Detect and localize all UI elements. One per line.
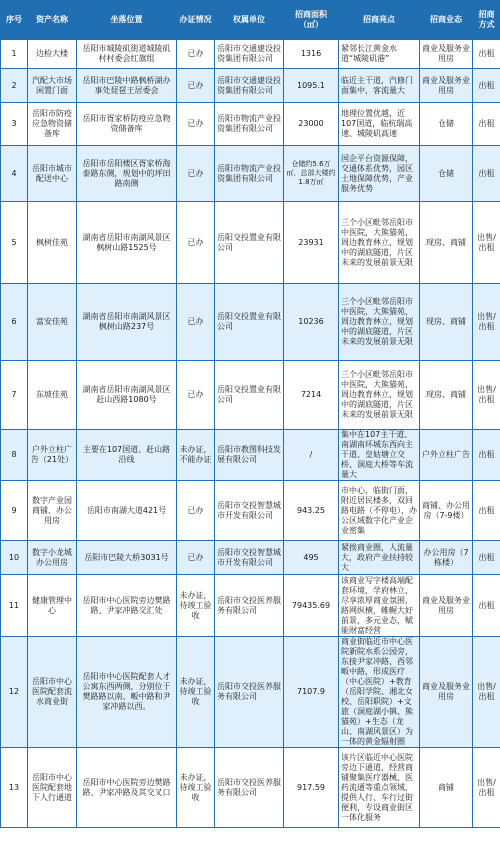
cell-business: 现房、商铺: [420, 202, 473, 284]
cell-owner: 岳阳市物流产业投资集团有限公司: [215, 103, 284, 146]
cell-no: 1: [1, 40, 28, 69]
cell-cert: 已办: [177, 481, 215, 541]
cell-location: 湖南省岳阳市南湖风景区枫树山路237号: [77, 284, 177, 361]
cell-area: 7107.9: [284, 637, 339, 748]
cell-owner: 岳阳市交通建设投资集团有限公司: [215, 40, 284, 69]
cell-method: 出租: [473, 69, 500, 103]
cell-no: 2: [1, 69, 28, 103]
cell-highlight: 该商业写字楼高端配套环境，学府林立，尽享浓厚商业氛围，路网纵横，帷幄大好前景，多元业态，赋能财富经营: [339, 575, 420, 637]
table-row: [1, 202, 500, 284]
cell-no: 11: [1, 575, 28, 637]
cell-no: 5: [1, 202, 28, 284]
cell-owner: 岳阳市物流产业投资集团有限公司: [215, 146, 284, 202]
header-highlight: 招商亮点: [339, 1, 420, 40]
cell-cert: 未办证，待竣工验收: [177, 637, 215, 748]
cell-location: 湖南省岳阳市南湖风景区赶山西路1080号: [77, 361, 177, 430]
cell-owner: 岳阳交投置业有限公司: [215, 284, 284, 361]
cell-business: 仓储: [420, 146, 473, 202]
cell-no: 6: [1, 284, 28, 361]
table-row: [1, 361, 500, 430]
cell-method: 出租: [473, 541, 500, 575]
cell-highlight: 临近主干道，汽修门面集中，客流量大: [339, 69, 420, 103]
cell-method: 出售/出租: [473, 637, 500, 748]
cell-no: 9: [1, 481, 28, 541]
cell-area: 495: [284, 541, 339, 575]
cell-method: 出售/出租: [473, 361, 500, 430]
cell-no: 3: [1, 103, 28, 146]
cell-location: 主要在107国道、赶山路沿线: [77, 430, 177, 481]
cell-no: 8: [1, 430, 28, 481]
header-business: 招商业态: [420, 1, 473, 40]
cell-area: 23931: [284, 202, 339, 284]
cell-location: 岳阳市南湖大道421号: [77, 481, 177, 541]
table-body: [1, 40, 500, 828]
cell-area: 917.59: [284, 748, 339, 828]
table-row: [1, 748, 500, 828]
cell-location: 岳阳市中心医院旁边樊路路、尹家冲路及其交叉口: [77, 748, 177, 828]
table-row: [1, 637, 500, 748]
cell-cert: 已办: [177, 103, 215, 146]
cell-area: 1316: [284, 40, 339, 69]
cell-business: 现房、商铺: [420, 284, 473, 361]
cell-highlight: 国企平台资源保障，交通体系优势，园区土地保障优势，产业服务优势: [339, 146, 420, 202]
cell-asset: 岳阳市中心医院配套地下人行通道: [28, 748, 77, 828]
cell-method: 出售/出租: [473, 748, 500, 828]
cell-no: 7: [1, 361, 28, 430]
cell-no: 4: [1, 146, 28, 202]
cell-cert: 未办证，不能办证: [177, 430, 215, 481]
cell-method: 出售/出租: [473, 202, 500, 284]
header-method: 招商方式: [473, 1, 500, 40]
header-asset: 资产名称: [28, 1, 77, 40]
cell-business: 现房、商铺: [420, 361, 473, 430]
cell-no: 12: [1, 637, 28, 748]
cell-cert: 已办: [177, 69, 215, 103]
cell-method: 出租: [473, 430, 500, 481]
cell-cert: 已办: [177, 40, 215, 69]
cell-cert: 已办: [177, 202, 215, 284]
cell-owner: 岳阳市教图科技发展有限公司: [215, 430, 284, 481]
cell-highlight: 集中在107主干道、南湖南环城东西向主干道、皇姑塘立交桥、洞庭大桥等车流量大: [339, 430, 420, 481]
cell-highlight: 紧邻长江黄金水道“城陵矶港”: [339, 40, 420, 69]
cell-area: 79435.69: [284, 575, 339, 637]
cell-asset: 岳阳市防疫应急物资储备库: [28, 103, 77, 146]
cell-cert: 已办: [177, 361, 215, 430]
cell-location: 岳阳市城陵矶街道城陵矶村村委会红旗组: [77, 40, 177, 69]
cell-owner: 岳阳市交投医养服务有限公司: [215, 637, 284, 748]
cell-method: 出租: [473, 146, 500, 202]
cell-owner: 岳阳交投置业有限公司: [215, 202, 284, 284]
cell-cert: 未办证，待竣工验收: [177, 748, 215, 828]
cell-cert: 已办: [177, 284, 215, 361]
cell-method: 出租: [473, 40, 500, 69]
cell-method: 出租: [473, 103, 500, 146]
cell-no: 13: [1, 748, 28, 828]
cell-area: /: [284, 430, 339, 481]
cell-business: 商业及服务业用房: [420, 40, 473, 69]
cell-method: 出租: [473, 575, 500, 637]
cell-location: 岳阳市巴陵中路枫桥湖办事处琵琶王居委会: [77, 69, 177, 103]
cell-asset: 边检大楼: [28, 40, 77, 69]
cell-asset: 健康管理中心: [28, 575, 77, 637]
cell-highlight: 该片区临近中心医院旁边下通道，经营商铺聚集医疗器械、医药流通等重点领域，提供人行、车行过街便利，专设商业街区一体化服务: [339, 748, 420, 828]
cell-no: 10: [1, 541, 28, 575]
cell-area: 943.25: [284, 481, 339, 541]
cell-location: 岳阳市岳阳楼区胥家桥海泰路东侧，规划中的坪田路南侧: [77, 146, 177, 202]
header-location: 坐落位置: [77, 1, 177, 40]
cell-location: 湖南省岳阳市南湖风景区枫树山路1525号: [77, 202, 177, 284]
cell-owner: 岳阳市交投医养服务有限公司: [215, 575, 284, 637]
cell-cert: 未办证，待竣工验收: [177, 575, 215, 637]
cell-location: 岳阳市胥家桥防疫应急物资储备库: [77, 103, 177, 146]
cell-asset: 东坡佳苑: [28, 361, 77, 430]
cell-method: 出售/出租: [473, 284, 500, 361]
cell-business: 仓储: [420, 103, 473, 146]
header-area: 招商面积（㎡）: [284, 1, 339, 40]
cell-area: 23000: [284, 103, 339, 146]
cell-cert: 已办: [177, 146, 215, 202]
cell-asset: 数字产业园商铺、办公用房: [28, 481, 77, 541]
cell-asset: 岳阳市中心医院配套流水商业街: [28, 637, 77, 748]
cell-business: 办公用房（7栋楼）: [420, 541, 473, 575]
cell-area: 仓储约5.6万㎡，总部大楼约1.8万㎡: [284, 146, 339, 202]
table-row: [1, 69, 500, 103]
cell-location: 岳阳市中心医院配套人才公寓东西两侧，分别位于樊路路以南、畈中路和尹家冲路以西。: [77, 637, 177, 748]
cell-highlight: 三个小区毗邻岳阳市中医院，大熊猫苑，周边教育林立，规划中的湖底隧道，片区未来的发展前景无限: [339, 361, 420, 430]
header-owner: 权属单位: [215, 1, 284, 40]
cell-highlight: 三个小区毗邻岳阳市中医院，大熊猫苑，周边教育林立，规划中的湖底隧道，片区未来的发展前景无限: [339, 202, 420, 284]
cell-area: 7214: [284, 361, 339, 430]
cell-asset: 汽配大市场闲置门面: [28, 69, 77, 103]
cell-owner: 岳阳市交投智慧城市开发有限公司: [215, 541, 284, 575]
table-row: [1, 541, 500, 575]
cell-business: 商业及服务业用房: [420, 637, 473, 748]
cell-business: 商铺、办公用房（7-9楼）: [420, 481, 473, 541]
table-row: [1, 103, 500, 146]
cell-business: 商铺: [420, 748, 473, 828]
cell-highlight: 地理位置优越，近107国道，临杭瑞高速、城陵矶高速: [339, 103, 420, 146]
cell-area: 10236: [284, 284, 339, 361]
cell-business: 商业及服务业用房: [420, 69, 473, 103]
table-row: [1, 146, 500, 202]
cell-asset: 户外立柱广告（21处）: [28, 430, 77, 481]
cell-area: 1095.1: [284, 69, 339, 103]
cell-owner: 岳阳市交投智慧城市开发有限公司: [215, 481, 284, 541]
cell-highlight: 紧挨商业圈，人流量大，政府产业扶持较大: [339, 541, 420, 575]
table-row: [1, 40, 500, 69]
cell-method: 出租: [473, 481, 500, 541]
cell-asset: 数字小龙城办公用房: [28, 541, 77, 575]
header-row: [1, 1, 500, 40]
header-cert: 办证情况: [177, 1, 215, 40]
cell-owner: 岳阳市交通建设投资集团有限公司: [215, 69, 284, 103]
cell-owner: 岳阳市交投医养服务有限公司: [215, 748, 284, 828]
table-row: [1, 575, 500, 637]
table-row: [1, 284, 500, 361]
cell-business: 商业及服务业用房: [420, 575, 473, 637]
cell-asset: 枫树佳苑: [28, 202, 77, 284]
table-row: [1, 430, 500, 481]
cell-highlight: 市中心，临街门面，附近居民楼多，双回路电路（不停电），办公区域数字化产业企业密集: [339, 481, 420, 541]
cell-location: 岳阳市中心医院旁边樊路路、尹家冲路交汇处: [77, 575, 177, 637]
cell-asset: 富安佳苑: [28, 284, 77, 361]
cell-highlight: 商业街临近市中心医院新院水系公园旁，东接尹家冲路、西邻畈中路，形成医疗（中心医院）+教育（岳阳学院、湘北女校、岳阳职院）+文旅（洞庭湖小镇、熊猫苑）+生态（龙山、南湖风景区）为一体的黄金辐射圈: [339, 637, 420, 748]
cell-owner: 岳阳交投置业有限公司: [215, 361, 284, 430]
cell-asset: 岳阳市城市配送中心: [28, 146, 77, 202]
cell-location: 岳阳市巴陵大桥3031号: [77, 541, 177, 575]
table-row: [1, 481, 500, 541]
cell-cert: 已办: [177, 541, 215, 575]
header-no: 序号: [1, 1, 28, 40]
cell-business: 户外立柱广告: [420, 430, 473, 481]
cell-highlight: 三个小区毗邻岳阳市中医院，大熊猫苑，周边教育林立，规划中的湖底隧道，片区未来的发展前景无限: [339, 284, 420, 361]
